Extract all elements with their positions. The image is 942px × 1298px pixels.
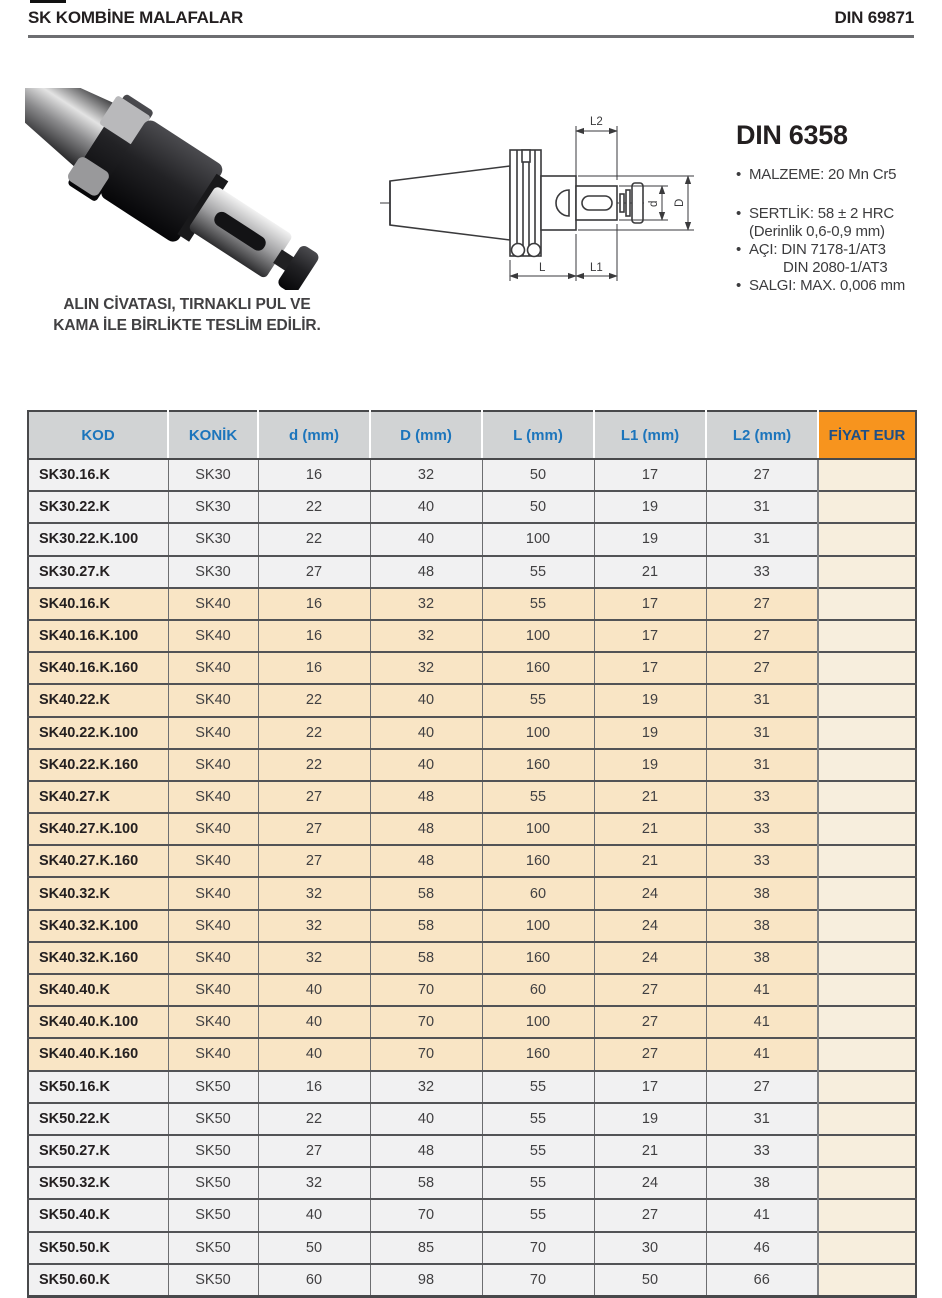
page-title: SK KOMBİNE MALAFALAR xyxy=(28,8,244,27)
spec-block xyxy=(736,120,938,295)
cell-L2: 38 xyxy=(706,942,818,974)
table-row xyxy=(28,1103,916,1135)
bullet-icon: • xyxy=(736,277,742,294)
table-row xyxy=(28,717,916,749)
cell-L: 100 xyxy=(482,523,594,555)
cell-D: 32 xyxy=(370,459,482,491)
cell-D: 70 xyxy=(370,1038,482,1070)
cell-d: 27 xyxy=(258,556,370,588)
cell-L: 55 xyxy=(482,1199,594,1231)
cell-fiyat xyxy=(818,813,916,845)
cell-L1: 19 xyxy=(594,491,706,523)
cell-L: 55 xyxy=(482,684,594,716)
cell-L2: 31 xyxy=(706,491,818,523)
cell-D: 48 xyxy=(370,813,482,845)
dim-label-D: D xyxy=(674,198,686,207)
cell-L1: 30 xyxy=(594,1232,706,1264)
cell-L1: 19 xyxy=(594,1103,706,1135)
cell-kod: SK30.22.K xyxy=(28,491,168,523)
cell-L1: 17 xyxy=(594,588,706,620)
cell-L2: 41 xyxy=(706,1006,818,1038)
cell-d: 22 xyxy=(258,749,370,781)
table-row xyxy=(28,620,916,652)
cell-L2: 31 xyxy=(706,749,818,781)
cell-fiyat xyxy=(818,942,916,974)
cell-kod: SK40.27.K.100 xyxy=(28,813,168,845)
cell-konik: SK40 xyxy=(168,717,258,749)
cell-fiyat xyxy=(818,588,916,620)
cell-d: 27 xyxy=(258,781,370,813)
cell-d: 22 xyxy=(258,717,370,749)
cell-D: 85 xyxy=(370,1232,482,1264)
cell-konik: SK50 xyxy=(168,1232,258,1264)
cell-L2: 66 xyxy=(706,1264,818,1297)
product-caption xyxy=(22,294,352,336)
cell-L: 55 xyxy=(482,1167,594,1199)
cell-D: 48 xyxy=(370,845,482,877)
cell-d: 32 xyxy=(258,1167,370,1199)
cell-L1: 17 xyxy=(594,1071,706,1103)
cell-L2: 33 xyxy=(706,813,818,845)
cell-L: 70 xyxy=(482,1264,594,1297)
cell-fiyat xyxy=(818,556,916,588)
col-header-konik: KONİK xyxy=(168,411,258,459)
technical-drawing xyxy=(376,98,728,296)
cell-d: 32 xyxy=(258,910,370,942)
cell-L2: 33 xyxy=(706,1135,818,1167)
cell-D: 48 xyxy=(370,556,482,588)
cell-d: 22 xyxy=(258,491,370,523)
cell-kod: SK30.22.K.100 xyxy=(28,523,168,555)
spec-line-derinlik: (Derinlik 0,6-0,9 mm) xyxy=(736,223,938,241)
cell-fiyat xyxy=(818,1071,916,1103)
cell-konik: SK40 xyxy=(168,781,258,813)
cell-d: 27 xyxy=(258,813,370,845)
header-rule xyxy=(28,35,914,38)
table-row xyxy=(28,1071,916,1103)
cell-fiyat xyxy=(818,1167,916,1199)
table-row xyxy=(28,1232,916,1264)
cell-kod: SK40.40.K.160 xyxy=(28,1038,168,1070)
cell-L: 160 xyxy=(482,652,594,684)
cell-d: 16 xyxy=(258,652,370,684)
cell-konik: SK50 xyxy=(168,1264,258,1297)
cell-L1: 19 xyxy=(594,684,706,716)
cell-L: 100 xyxy=(482,910,594,942)
cell-L: 100 xyxy=(482,620,594,652)
cell-L1: 19 xyxy=(594,523,706,555)
dim-label-L2: L2 xyxy=(590,116,603,128)
cell-D: 70 xyxy=(370,1199,482,1231)
dim-label-d: d xyxy=(648,200,660,207)
cell-fiyat xyxy=(818,1232,916,1264)
cell-kod: SK40.32.K xyxy=(28,877,168,909)
tool-holder-illustration xyxy=(25,88,337,290)
cell-L2: 31 xyxy=(706,523,818,555)
cell-kod: SK40.32.K.100 xyxy=(28,910,168,942)
cell-d: 32 xyxy=(258,942,370,974)
cell-konik: SK30 xyxy=(168,459,258,491)
cell-d: 40 xyxy=(258,1006,370,1038)
cell-L1: 24 xyxy=(594,942,706,974)
cell-kod: SK40.22.K.160 xyxy=(28,749,168,781)
cell-konik: SK40 xyxy=(168,684,258,716)
cell-L: 55 xyxy=(482,1071,594,1103)
cell-L1: 21 xyxy=(594,781,706,813)
cell-kod: SK40.16.K xyxy=(28,588,168,620)
table-row xyxy=(28,523,916,555)
dim-label-L: L xyxy=(539,262,546,274)
cell-D: 70 xyxy=(370,1006,482,1038)
cell-L2: 31 xyxy=(706,684,818,716)
cell-konik: SK40 xyxy=(168,813,258,845)
cell-L2: 38 xyxy=(706,877,818,909)
cell-D: 32 xyxy=(370,588,482,620)
cell-L: 55 xyxy=(482,588,594,620)
cell-L2: 33 xyxy=(706,781,818,813)
cell-d: 40 xyxy=(258,1038,370,1070)
bullet-spacer xyxy=(736,223,749,241)
cell-kod: SK50.40.K xyxy=(28,1199,168,1231)
cell-konik: SK40 xyxy=(168,749,258,781)
table-row xyxy=(28,877,916,909)
cell-kod: SK40.40.K xyxy=(28,974,168,1006)
cell-fiyat xyxy=(818,459,916,491)
cell-konik: SK40 xyxy=(168,1006,258,1038)
cell-L: 55 xyxy=(482,781,594,813)
cell-konik: SK40 xyxy=(168,910,258,942)
cell-L: 55 xyxy=(482,1103,594,1135)
cell-L1: 17 xyxy=(594,459,706,491)
cell-L: 160 xyxy=(482,749,594,781)
cell-L2: 27 xyxy=(706,652,818,684)
cell-L2: 27 xyxy=(706,1071,818,1103)
col-header-kod: KOD xyxy=(28,411,168,459)
cell-D: 40 xyxy=(370,684,482,716)
spec-line-aci: • AÇI: DIN 7178-1/AT3 xyxy=(736,241,886,258)
cell-d: 27 xyxy=(258,845,370,877)
table-row xyxy=(28,1264,916,1297)
col-header-L1: L1 (mm) xyxy=(594,411,706,459)
cell-kod: SK40.40.K.100 xyxy=(28,1006,168,1038)
cell-kod: SK40.16.K.160 xyxy=(28,652,168,684)
cell-fiyat xyxy=(818,1103,916,1135)
cell-d: 32 xyxy=(258,877,370,909)
cell-konik: SK50 xyxy=(168,1135,258,1167)
cell-d: 40 xyxy=(258,974,370,1006)
table-row xyxy=(28,588,916,620)
cell-kod: SK50.22.K xyxy=(28,1103,168,1135)
cell-konik: SK40 xyxy=(168,845,258,877)
table-row xyxy=(28,1038,916,1070)
cell-D: 40 xyxy=(370,749,482,781)
product-photo xyxy=(25,88,347,290)
din-standard-label: DIN 69871 xyxy=(834,8,914,27)
cell-d: 16 xyxy=(258,1071,370,1103)
cell-L2: 41 xyxy=(706,1199,818,1231)
cell-fiyat xyxy=(818,974,916,1006)
cell-kod: SK50.27.K xyxy=(28,1135,168,1167)
col-header-L: L (mm) xyxy=(482,411,594,459)
cell-L2: 27 xyxy=(706,588,818,620)
table-row xyxy=(28,491,916,523)
table-row xyxy=(28,459,916,491)
cell-L2: 33 xyxy=(706,556,818,588)
cell-L1: 24 xyxy=(594,910,706,942)
cell-fiyat xyxy=(818,877,916,909)
cell-L2: 41 xyxy=(706,974,818,1006)
cell-D: 32 xyxy=(370,620,482,652)
cell-konik: SK50 xyxy=(168,1103,258,1135)
cell-fiyat xyxy=(818,1264,916,1297)
cell-D: 32 xyxy=(370,1071,482,1103)
cell-kod: SK50.50.K xyxy=(28,1232,168,1264)
cell-L2: 27 xyxy=(706,620,818,652)
cell-konik: SK50 xyxy=(168,1167,258,1199)
cell-d: 40 xyxy=(258,1199,370,1231)
cell-L1: 27 xyxy=(594,1199,706,1231)
cell-L2: 27 xyxy=(706,459,818,491)
cell-L: 50 xyxy=(482,491,594,523)
caption-line-1: ALIN CİVATASI, TIRNAKLI PUL VE xyxy=(63,296,311,313)
cell-L: 55 xyxy=(482,556,594,588)
cell-fiyat xyxy=(818,781,916,813)
cell-konik: SK40 xyxy=(168,620,258,652)
cell-L2: 33 xyxy=(706,845,818,877)
cell-kod: SK40.16.K.100 xyxy=(28,620,168,652)
cell-konik: SK50 xyxy=(168,1199,258,1231)
cell-L: 55 xyxy=(482,1135,594,1167)
cell-kod: SK50.16.K xyxy=(28,1071,168,1103)
cell-L1: 27 xyxy=(594,1038,706,1070)
cell-L: 50 xyxy=(482,459,594,491)
caption-line-2: KAMA İLE BİRLİKTE TESLİM EDİLİR. xyxy=(53,317,321,334)
cell-D: 40 xyxy=(370,717,482,749)
cell-fiyat xyxy=(818,620,916,652)
cell-D: 48 xyxy=(370,1135,482,1167)
cell-d: 22 xyxy=(258,1103,370,1135)
cell-L: 160 xyxy=(482,845,594,877)
cell-L1: 21 xyxy=(594,1135,706,1167)
table-row xyxy=(28,1006,916,1038)
table-row xyxy=(28,910,916,942)
cell-fiyat xyxy=(818,652,916,684)
table-row xyxy=(28,1135,916,1167)
table-row xyxy=(28,781,916,813)
cell-D: 70 xyxy=(370,974,482,1006)
col-header-D: D (mm) xyxy=(370,411,482,459)
cell-L: 100 xyxy=(482,1006,594,1038)
cell-L: 60 xyxy=(482,974,594,1006)
cell-konik: SK40 xyxy=(168,652,258,684)
cell-d: 16 xyxy=(258,620,370,652)
cell-fiyat xyxy=(818,910,916,942)
cell-D: 40 xyxy=(370,491,482,523)
cell-d: 27 xyxy=(258,1135,370,1167)
cell-d: 16 xyxy=(258,459,370,491)
cell-kod: SK30.16.K xyxy=(28,459,168,491)
cell-konik: SK40 xyxy=(168,588,258,620)
cell-L: 160 xyxy=(482,1038,594,1070)
bullet-icon: • xyxy=(736,205,742,222)
cell-L: 160 xyxy=(482,942,594,974)
cell-fiyat xyxy=(818,1038,916,1070)
cell-fiyat xyxy=(818,1135,916,1167)
cell-L1: 24 xyxy=(594,877,706,909)
table-row xyxy=(28,652,916,684)
cell-L: 100 xyxy=(482,717,594,749)
spec-line-din2080: DIN 2080-1/AT3 xyxy=(736,259,938,277)
cell-kod: SK50.32.K xyxy=(28,1167,168,1199)
cell-L1: 21 xyxy=(594,556,706,588)
cell-L: 70 xyxy=(482,1232,594,1264)
bullet-icon: • xyxy=(736,241,742,258)
cell-L1: 21 xyxy=(594,813,706,845)
spec-line-sertlik: • SERTLİK: 58 ± 2 HRC xyxy=(736,205,895,222)
cell-D: 40 xyxy=(370,523,482,555)
cell-L1: 24 xyxy=(594,1167,706,1199)
dim-label-L1: L1 xyxy=(590,262,603,274)
cell-D: 98 xyxy=(370,1264,482,1297)
cell-konik: SK50 xyxy=(168,1071,258,1103)
cell-fiyat xyxy=(818,491,916,523)
cell-fiyat xyxy=(818,1006,916,1038)
cell-L: 100 xyxy=(482,813,594,845)
cell-fiyat xyxy=(818,684,916,716)
cell-kod: SK40.22.K xyxy=(28,684,168,716)
cell-L2: 46 xyxy=(706,1232,818,1264)
cell-konik: SK40 xyxy=(168,877,258,909)
cell-kod: SK50.60.K xyxy=(28,1264,168,1297)
bullet-icon: • xyxy=(736,166,742,183)
cell-fiyat xyxy=(818,717,916,749)
cell-konik: SK40 xyxy=(168,942,258,974)
cell-D: 48 xyxy=(370,781,482,813)
cell-L1: 27 xyxy=(594,974,706,1006)
cell-L1: 17 xyxy=(594,620,706,652)
spec-line-salgi: • SALGI: MAX. 0,006 mm xyxy=(736,277,906,294)
table-row xyxy=(28,974,916,1006)
table-header-row xyxy=(28,411,916,459)
cell-L2: 38 xyxy=(706,1167,818,1199)
spec-line-malzeme: • MALZEME: 20 Mn Cr5 xyxy=(736,166,897,183)
cell-kod: SK40.32.K.160 xyxy=(28,942,168,974)
cell-kod: SK40.22.K.100 xyxy=(28,717,168,749)
cell-kod: SK40.27.K xyxy=(28,781,168,813)
cell-d: 60 xyxy=(258,1264,370,1297)
cell-konik: SK40 xyxy=(168,1038,258,1070)
table-row xyxy=(28,684,916,716)
cell-D: 32 xyxy=(370,652,482,684)
cell-L1: 50 xyxy=(594,1264,706,1297)
cell-kod: SK40.27.K.160 xyxy=(28,845,168,877)
cell-L: 60 xyxy=(482,877,594,909)
spec-title: DIN 6358 xyxy=(736,120,848,150)
cell-d: 22 xyxy=(258,523,370,555)
product-table xyxy=(27,410,915,1298)
cell-konik: SK30 xyxy=(168,556,258,588)
bullet-spacer xyxy=(736,259,749,277)
cell-fiyat xyxy=(818,845,916,877)
cell-D: 58 xyxy=(370,1167,482,1199)
table-row xyxy=(28,813,916,845)
cell-L1: 19 xyxy=(594,749,706,781)
page-header xyxy=(28,8,914,38)
table-row xyxy=(28,845,916,877)
spec-list xyxy=(736,166,938,295)
cell-L2: 38 xyxy=(706,910,818,942)
table-row xyxy=(28,1199,916,1231)
cell-L1: 27 xyxy=(594,1006,706,1038)
table-row xyxy=(28,942,916,974)
cell-L1: 17 xyxy=(594,652,706,684)
col-header-L2: L2 (mm) xyxy=(706,411,818,459)
col-header-fiyat: FİYAT EUR xyxy=(818,411,916,459)
cell-D: 58 xyxy=(370,910,482,942)
page-edge-mark xyxy=(30,0,66,3)
cell-konik: SK30 xyxy=(168,523,258,555)
cell-L2: 31 xyxy=(706,717,818,749)
table-row xyxy=(28,556,916,588)
cell-fiyat xyxy=(818,523,916,555)
cell-konik: SK40 xyxy=(168,974,258,1006)
cell-L2: 31 xyxy=(706,1103,818,1135)
cell-D: 40 xyxy=(370,1103,482,1135)
cell-D: 58 xyxy=(370,877,482,909)
cell-L1: 21 xyxy=(594,845,706,877)
table-row xyxy=(28,749,916,781)
cell-konik: SK30 xyxy=(168,491,258,523)
cell-d: 22 xyxy=(258,684,370,716)
cell-kod: SK30.27.K xyxy=(28,556,168,588)
cell-L2: 41 xyxy=(706,1038,818,1070)
cell-L1: 19 xyxy=(594,717,706,749)
table-row xyxy=(28,1167,916,1199)
cell-D: 58 xyxy=(370,942,482,974)
col-header-d: d (mm) xyxy=(258,411,370,459)
cell-fiyat xyxy=(818,1199,916,1231)
cell-d: 50 xyxy=(258,1232,370,1264)
cell-fiyat xyxy=(818,749,916,781)
cell-d: 16 xyxy=(258,588,370,620)
